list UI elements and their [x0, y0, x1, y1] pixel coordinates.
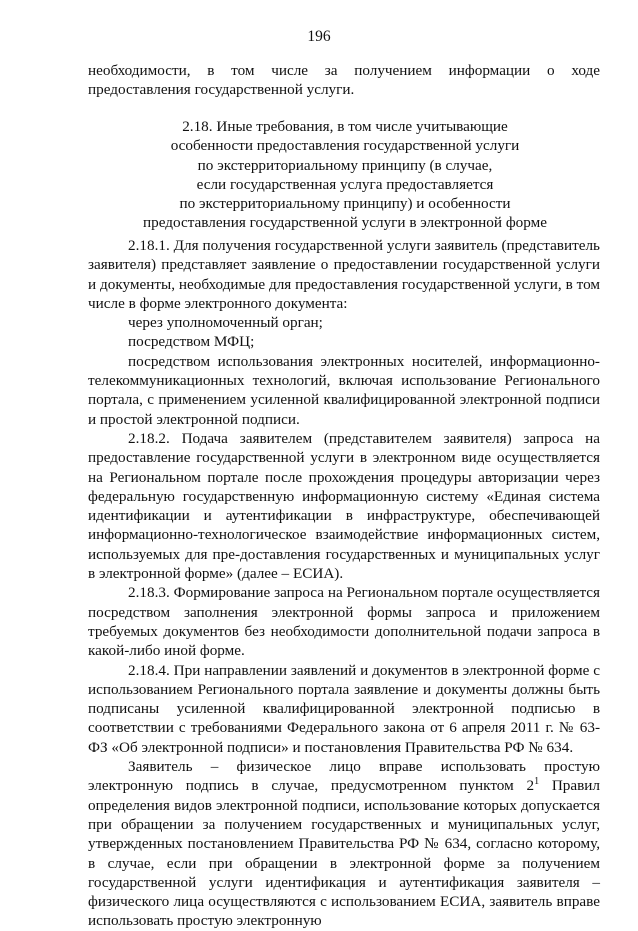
- heading-line: по экстерриториальному принципу) и особенности: [179, 195, 511, 213]
- intro-paragraph-block: [88, 61, 600, 100]
- paragraph-2-18-2: 2.18.2. Подача заявителем (представителем заявителя) запроса на предоставление государственной услуги в электронном виде осуществляется на Региональном портале после прохождения процедуры авторизации через федеральную государственную информационную систему «Единая система идентификации и аутентификации в инфраструктуре, обеспечивающей информационно-технологическое взаимодействие информационных систем, используемых для пре-доставления государственных и муниципальных услуг в электронной форме» (далее – ЕСИА).: [88, 429, 600, 583]
- body-text: [88, 236, 600, 931]
- footnote-superscript: 1: [534, 776, 540, 788]
- heading-line: если государственная услуга предоставляется: [196, 175, 494, 193]
- paragraph-2-18-1: 2.18.1. Для получения государственной услуги заявитель (представитель заявителя) представляет заявление о предоставлении государственной услуги и документы, необходимые для предоставления государственной услуги, в том числе в форме электронного документа:: [88, 237, 600, 312]
- list-item: посредством использования электронных носителей, информационно-телекоммуникационных технологий, включая использование Регионального портала, с применением усиленной квалифицированной электронной подписи и простой электронной подписи.: [88, 352, 600, 428]
- list-item: через уполномоченный орган;: [128, 314, 323, 332]
- heading-line: 2.18. Иные требования, в том числе учитывающие: [182, 118, 508, 135]
- list-item: посредством МФЦ;: [128, 333, 255, 351]
- heading-line: особенности предоставления государственной услуги: [170, 137, 520, 155]
- intro-paragraph: необходимости, в том числе за получением информации о ходе предоставления государственной услуги.: [88, 62, 600, 99]
- paragraph-2-18-4: 2.18.4. При направлении заявлений и документов в электронной форме с использованием Регионального портала заявление и документы должны быть подписаны усиленной квалифицированной электронной подписью в соответствии с требованиями Федерального закона от 6 апреля 2011 г. № 63-ФЗ «Об электронной подписи» и постановления Правительства РФ № 634.: [88, 661, 600, 756]
- heading-line: предоставления государственной услуги в электронной форме: [143, 214, 547, 232]
- heading-line: по экстерриториальному принципу (в случае,: [197, 156, 493, 174]
- paragraph-text: Правил определения видов электронной подписи, использование которых допускается при обращении за получением государственных и муниципальных услуг, утвержденных постановлением Правительства РФ № 634, согласно которому, в случае, если при обращении в электронной форме за получением государственной услуги идентификация и аутентификация заявителя – физического лица осуществляются с использованием ЕСИА, заявитель вправе использовать простую электронную: [88, 777, 600, 930]
- section-heading: [100, 117, 590, 233]
- page-number: 196: [307, 28, 331, 45]
- paragraph-2-18-3: 2.18.3. Формирование запроса на Региональном портале осуществляется посредством заполнения электронной формы запроса и приложением требуемых документов без необходимости дополнительной подачи запроса в какой-либо иной форме.: [88, 584, 600, 660]
- paragraph-text: Заявитель – физическое лицо вправе использовать простую электронную подпись в случае, предусмотренном пунктом 2: [88, 758, 600, 795]
